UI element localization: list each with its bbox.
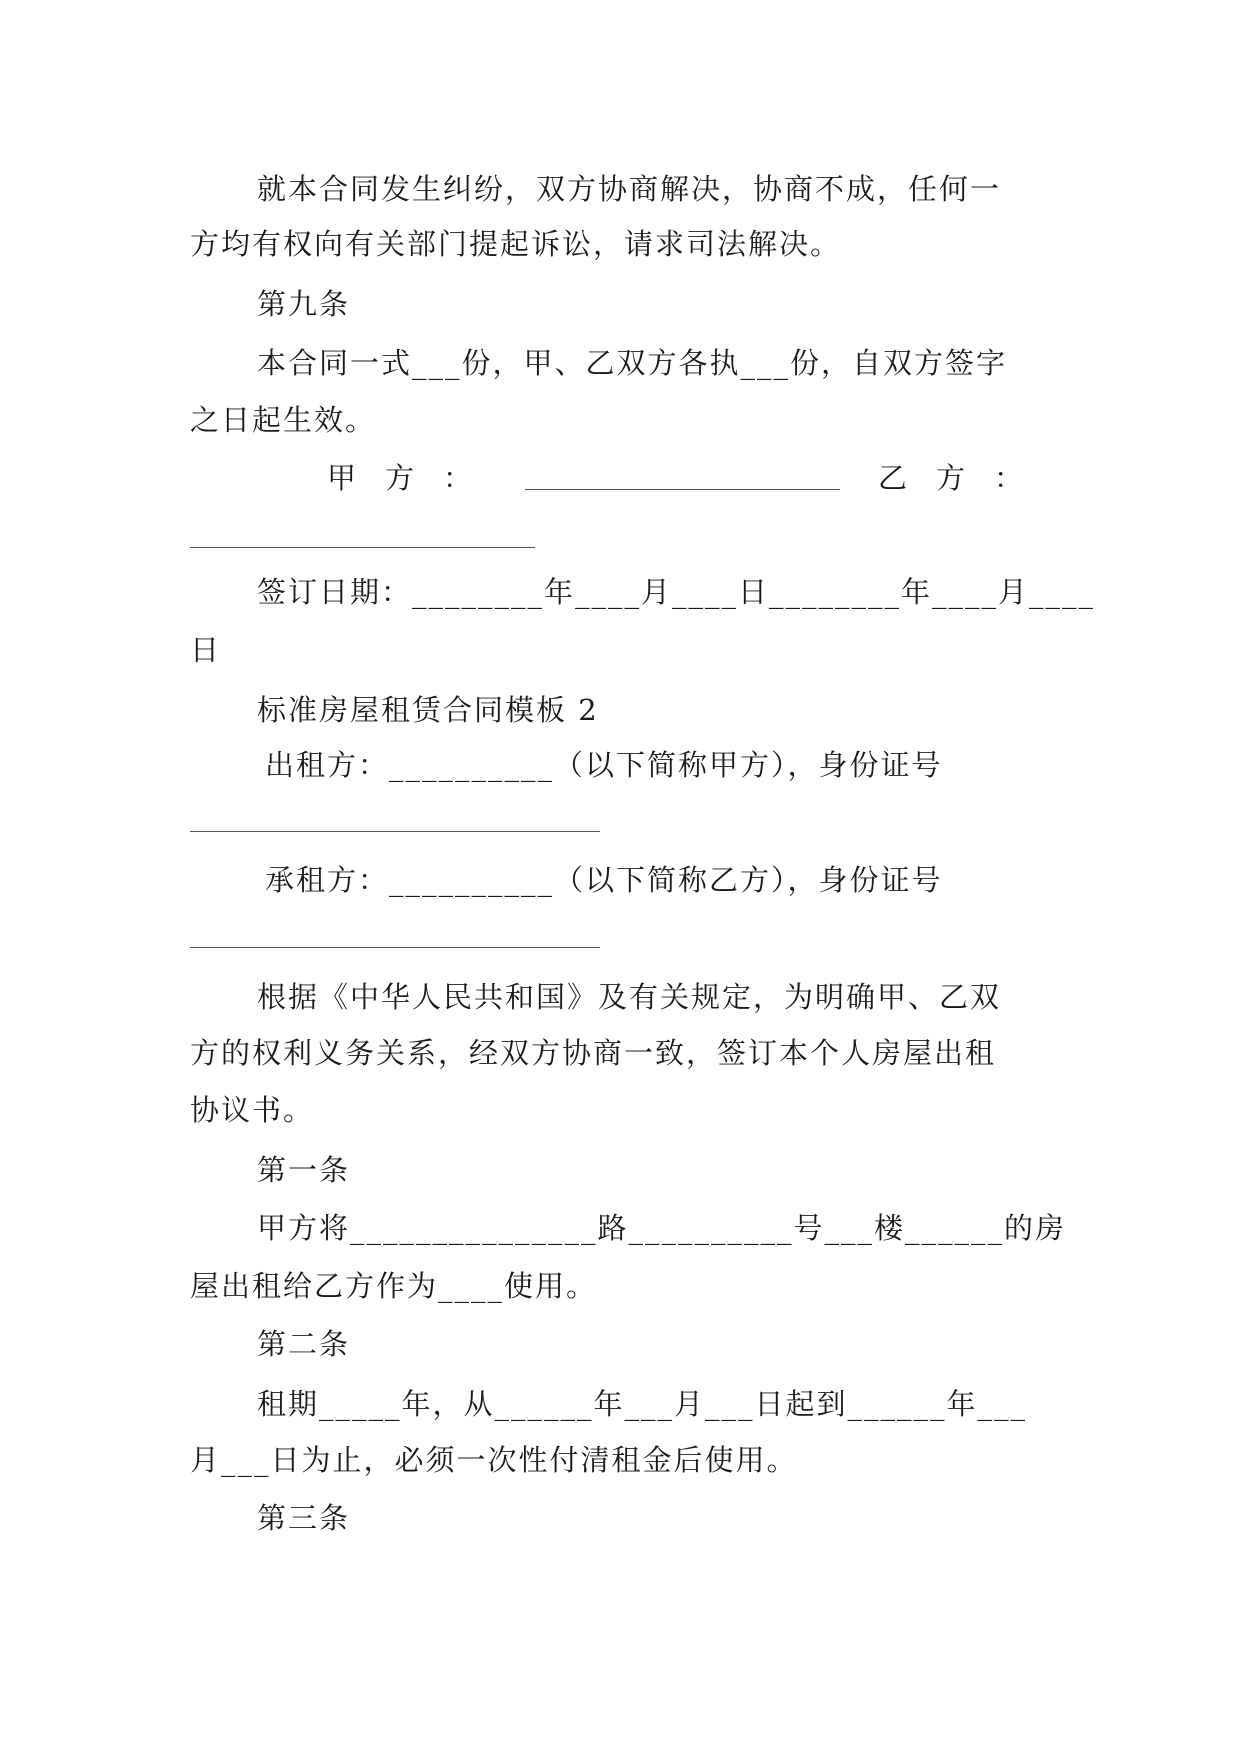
article-nine-heading: 第九条 [257,287,351,321]
signature-party-a-label: 甲 方 ： [327,461,473,495]
lessee-id-blank [190,947,600,948]
article-two-line-2: 月___日为止，必须一次性付清租金后使用。 [190,1443,798,1477]
signature-party-b-label: 乙 方 ： [878,461,1024,495]
paragraph-copies-line-2: 之日起生效。 [190,403,377,437]
paragraph-dispute-line-1: 就本合同发生纠纷，双方协商解决，协商不成，任何一 [257,172,1002,206]
article-two-heading: 第二条 [257,1327,351,1361]
lessee-line: 承租方：__________（以下简称乙方），身份证号 [265,863,943,897]
section-title-template-2: 标准房屋租赁合同模板 2 [257,693,599,727]
paragraph-dispute-line-2: 方均有权向有关部门提起诉讼，请求司法解决。 [190,227,842,261]
article-one-line-2: 屋出租给乙方作为____使用。 [190,1269,598,1303]
paragraph-copies-line-1: 本合同一式___份，甲、乙双方各执___份，自双方签字 [257,346,1008,380]
lessor-line: 出租方：__________（以下简称甲方），身份证号 [265,748,943,782]
article-three-heading: 第三条 [257,1501,351,1535]
signature-party-a-blank [525,489,840,490]
paragraph-basis-line-3: 协议书。 [190,1093,315,1127]
paragraph-basis-line-1: 根据《中华人民共和国》及有关规定，为明确甲、乙双 [257,980,1002,1014]
article-two-line-1: 租期_____年，从______年___月___日起到______年___ [257,1387,1028,1421]
signing-date-line: 签订日期：________年____月____日________年____月____ [257,575,1096,609]
signature-party-b-blank [190,547,535,548]
article-one-line-1: 甲方将_______________路__________号___楼______的房 [257,1211,1067,1245]
paragraph-basis-line-2: 方的权利义务关系，经双方协商一致，签订本个人房屋出租 [190,1036,997,1070]
signing-date-line-2: 日 [190,633,222,667]
article-one-heading: 第一条 [257,1153,351,1187]
lessor-id-blank [190,831,600,832]
